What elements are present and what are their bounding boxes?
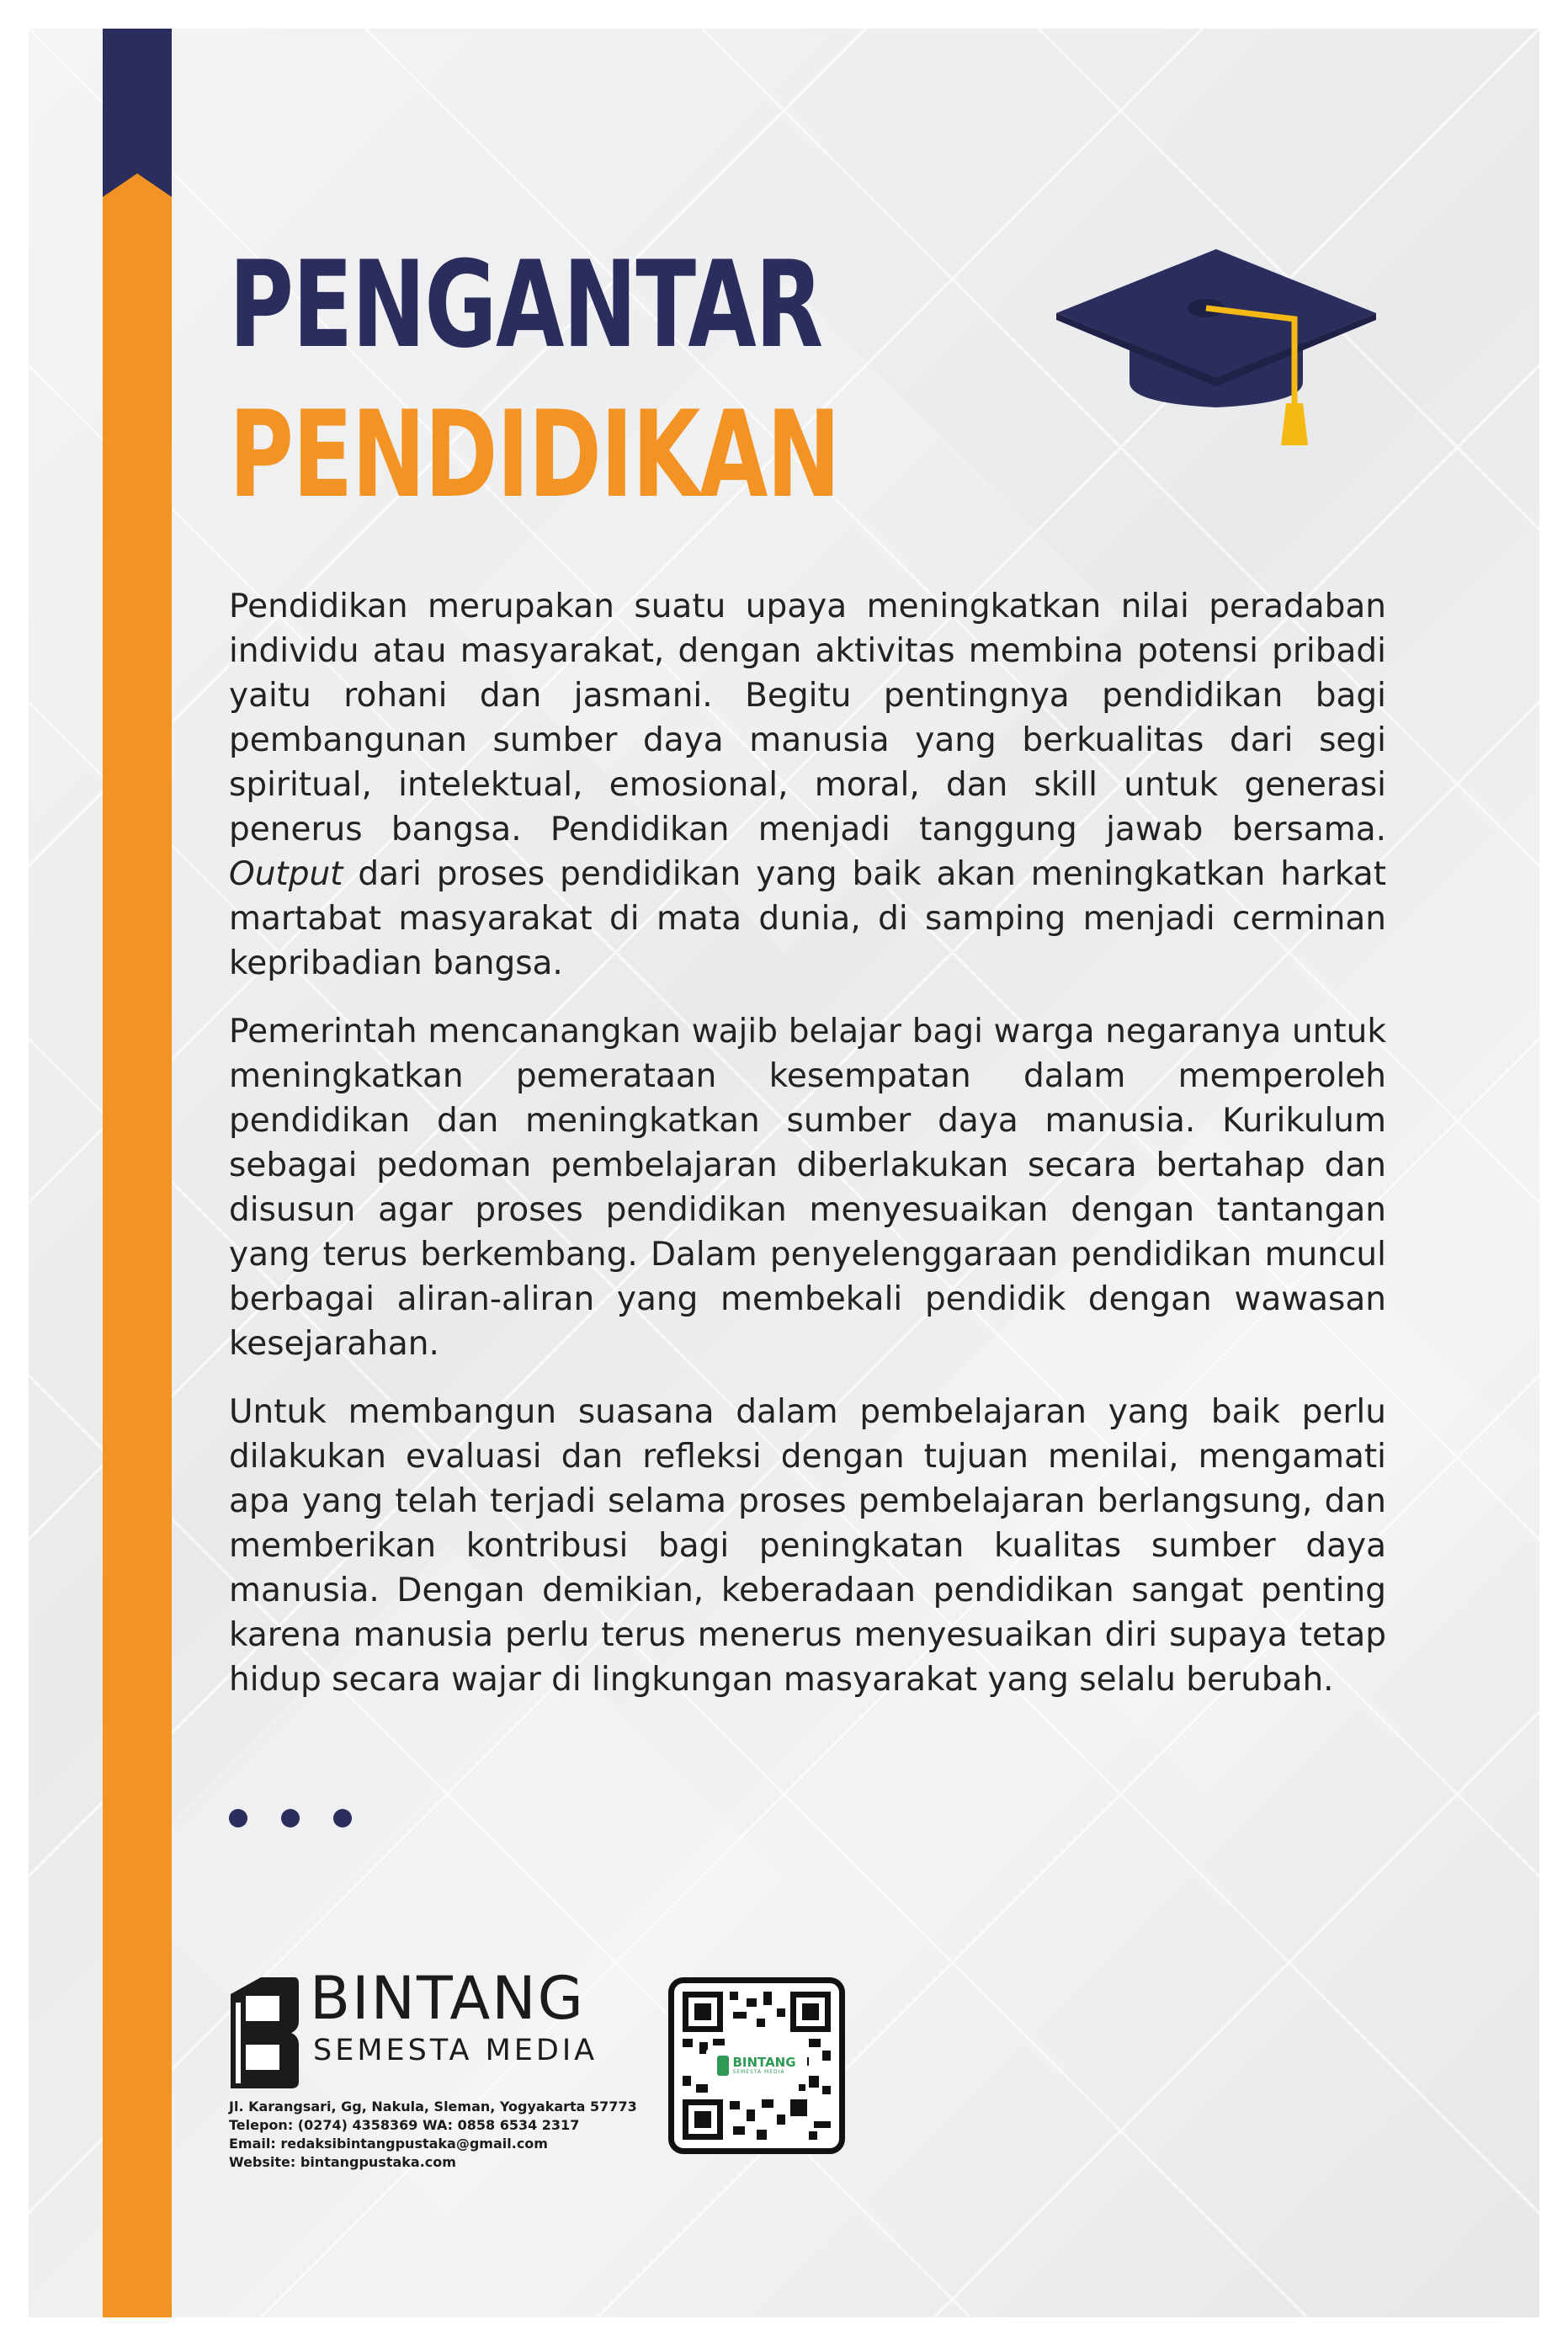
publisher-contact bbox=[229, 2098, 637, 2172]
title-line-2: PENDIDIKAN bbox=[229, 386, 840, 524]
qr-badge-name: BINTANG bbox=[732, 2055, 796, 2070]
publisher-phone: Telepon: (0274) 4358369 WA: 0858 6534 2317 bbox=[229, 2117, 580, 2133]
page-title bbox=[229, 231, 839, 530]
bintang-logo-icon bbox=[227, 1977, 299, 2088]
stripe-notch bbox=[103, 172, 172, 197]
paragraph-1-italic: Output bbox=[229, 855, 343, 893]
paragraph-3: Untuk membangun suasana dalam pembelajaran yang baik perlu dilakukan evaluasi dan refleksi dengan tujuan menilai, mengamati apa yang telah terjadi selama proses pembelajaran berlangsung, dan memberikan kontribusi bagi peningkatan kualitas sumber daya manusia. Dengan demikian, keberadaan pendidikan sangat penting karena manusia perlu terus menerus menyesuaikan diri supaya tetap hidup secara wajar di lingkungan masyarakat yang selalu berubah. bbox=[229, 1393, 1386, 1699]
graduation-cap-icon bbox=[1052, 239, 1380, 450]
qr-badge bbox=[706, 2049, 807, 2083]
publisher-email: Email: redaksibintangpustaka@gmail.com bbox=[229, 2136, 548, 2152]
publisher-address: Jl. Karangsari, Gg, Nakula, Sleman, Yogyakarta 57773 bbox=[229, 2099, 637, 2115]
qr-badge-subtitle: SEMESTA MEDIA bbox=[732, 2069, 785, 2075]
back-cover bbox=[29, 29, 1539, 2317]
dot bbox=[333, 1809, 352, 1827]
decorative-dots bbox=[229, 1809, 352, 1827]
publisher-name: BINTANG bbox=[310, 1964, 585, 2033]
paragraph-1-intro: Pendidikan merupakan suatu upaya meningkatkan nilai peradaban individu atau masyarakat, dengan aktivitas membina potensi pribadi yaitu rohani dan jasmani. Begitu pentingnya pendidikan bagi pembangunan sumber daya manusia yang berkualitas dari segi spiritual, intelektual, emosional, moral, dan skill untuk generasi penerus bangsa. Pendidikan menjadi tanggung jawab bersama. bbox=[229, 588, 1386, 848]
dot bbox=[229, 1809, 247, 1827]
publisher-subtitle: SEMESTA MEDIA bbox=[313, 2034, 598, 2067]
dot bbox=[281, 1809, 300, 1827]
body-text bbox=[229, 584, 1386, 1726]
title-line-1: PENGANTAR bbox=[229, 236, 822, 375]
paragraph-2: Pemerintah mencanangkan wajib belajar bagi warga negaranya untuk meningkatkan pemerataan kesempatan dalam memperoleh pendidikan dan meningkatkan sumber daya manusia. Kurikulum sebagai pedoman pembelajaran diberlakukan secara bertahap dan disusun agar proses pendidikan menyesuaikan dengan tantangan yang terus berkembang. Dalam penyelenggaraan pendidikan muncul berbagai aliran-aliran yang membekali pendidik dengan wawasan kesejarahan. bbox=[229, 1013, 1386, 1363]
paragraph-1 bbox=[229, 584, 1386, 986]
qr-badge-logo-icon bbox=[717, 2056, 729, 2076]
qr-code bbox=[668, 1977, 845, 2154]
paragraph-1-rest: dari proses pendidikan yang baik akan meningkatkan harkat martabat masyarakat di mata dunia, di samping menjadi cerminan kepribadian bangsa. bbox=[229, 855, 1386, 982]
stripe-navy bbox=[103, 29, 172, 176]
stripe-orange bbox=[103, 172, 172, 2317]
publisher-website: Website: bintangpustaka.com bbox=[229, 2154, 456, 2170]
